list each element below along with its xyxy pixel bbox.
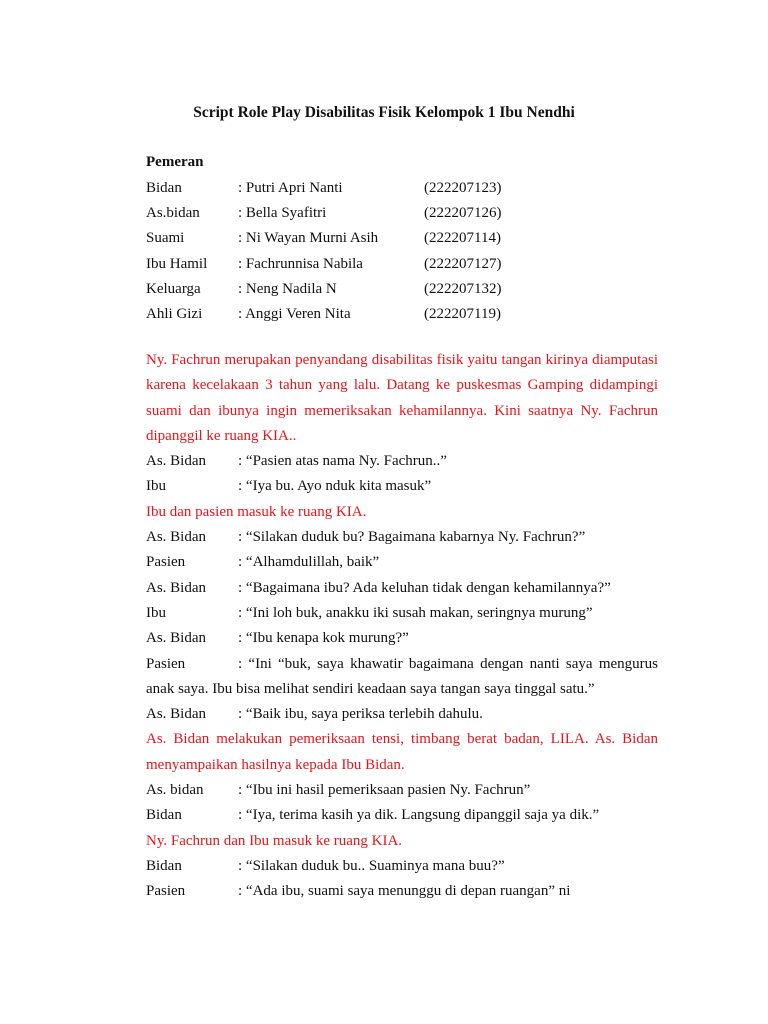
dialogue-text: : “Silakan duduk bu.. Suaminya mana buu?” [238,857,505,874]
cast-id: (222207119) [424,305,501,322]
cast-list [146,176,646,327]
dialogue-line [146,525,658,550]
dialogue-line [146,702,658,727]
cast-name: : Bella Syafitri [238,205,327,222]
cast-name: : Ni Wayan Murni Asih [238,230,379,247]
dialogue-text: : “Ibu ini hasil pemeriksaan pasien Ny. Fachrun” [238,782,531,799]
speaker-label: Pasien [146,883,186,900]
cast-row [146,176,646,201]
cast-name: : Anggi Veren Nita [238,305,351,322]
dialogue-text: : “Baik ibu, saya periksa terlebih dahulu. [238,706,483,723]
speaker-label: As. Bidan [146,453,206,470]
cast-heading: Pemeran [146,154,204,170]
speaker-label: As. Bidan [146,579,206,596]
narration-paragraph: Ny. Fachrun merupakan penyandang disabilitas fisik yaitu tangan kirinya diamputasi karena kecelakaan 3 tahun yang lalu. Datang ke puskesmas Gamping didampingi suami dan ibunya ingin memeriksakan kehamilannya. Kini saatnya Ny. Fachrun dipanggil ke ruang KIA.. [146,352,658,444]
speaker-label: Pasien [146,655,186,672]
dialogue-text: : “Ada ibu, suami saya menunggu di depan ruangan” ni [238,883,571,900]
cast-row [146,302,646,327]
cast-row [146,201,646,226]
speaker-label: As. Bidan [146,529,206,546]
dialogue-line [146,576,658,601]
dialogue-line [146,652,658,703]
dialogue-text: : “Iya bu. Ayo nduk kita masuk” [238,478,432,495]
dialogue-line [146,626,658,651]
cast-name: : Putri Apri Nanti [238,180,343,196]
dialogue-text: : “Pasien atas nama Ny. Fachrun..” [238,453,447,470]
cast-id: (222207114) [424,230,501,247]
dialogue-text: : “Ini “buk, saya khawatir bagaimana dengan nanti saya mengurus anak saya. Ibu bisa melihat sendiri keadaan saya tangan saya tinggal satu.” [146,655,658,697]
dialogue-line [146,778,658,803]
dialogue-text: : “Alhamdulillah, baik” [238,554,380,571]
cast-role: Bidan [146,180,182,196]
speaker-label: Bidan [146,807,182,824]
cast-row [146,226,646,251]
narration-paragraph: Ny. Fachrun dan Ibu masuk ke ruang KIA. [146,832,403,849]
cast-id: (222207123) [424,180,502,196]
cast-id: (222207126) [424,205,502,222]
cast-name: : Neng Nadila N [238,280,337,297]
dialogue-line [146,449,658,474]
cast-role: As.bidan [146,205,200,222]
speaker-label: Pasien [146,554,186,571]
dialogue-text: : “Ini loh buk, anakku iki susah makan, seringnya murung” [238,604,593,621]
dialogue-line [146,550,658,575]
speaker-label: Bidan [146,857,182,874]
dialogue-line [146,854,658,879]
dialogue-text: : “Bagaimana ibu? Ada keluhan tidak dengan kehamilannya?” [238,579,611,596]
speaker-label: As. bidan [146,782,204,799]
dialogue-line [146,879,658,904]
narration-paragraph: As. Bidan melakukan pemeriksaan tensi, timbang berat badan, LILA. As. Bidan menyampaikan hasilnya kepada Ibu Bidan. [146,731,658,773]
document-title: Script Role Play Disabilitas Fisik Kelompok 1 Ibu Nendhi [193,104,575,121]
speaker-label: As. Bidan [146,706,206,723]
dialogue-line [146,803,658,828]
cast-row [146,252,646,277]
script-body [146,348,658,905]
cast-row [146,277,646,302]
speaker-label: Ibu [146,478,166,495]
cast-name: : Fachrunnisa Nabila [238,255,363,272]
cast-role: Suami [146,230,185,247]
cast-role: Ahli Gizi [146,305,203,322]
speaker-label: As. Bidan [146,630,206,647]
cast-id: (222207132) [424,280,502,297]
dialogue-line [146,601,658,626]
dialogue-text: : “Ibu kenapa kok murung?” [238,630,409,647]
cast-role: Keluarga [146,280,201,297]
narration-paragraph: Ibu dan pasien masuk ke ruang KIA. [146,503,367,520]
dialogue-text: : “Silakan duduk bu? Bagaimana kabarnya Ny. Fachrun?” [238,529,586,546]
cast-id: (222207127) [424,255,502,272]
cast-role: Ibu Hamil [146,255,208,272]
dialogue-text: : “Iya, terima kasih ya dik. Langsung dipanggil saja ya dik.” [238,807,600,824]
speaker-label: Ibu [146,604,166,621]
dialogue-line [146,474,658,499]
